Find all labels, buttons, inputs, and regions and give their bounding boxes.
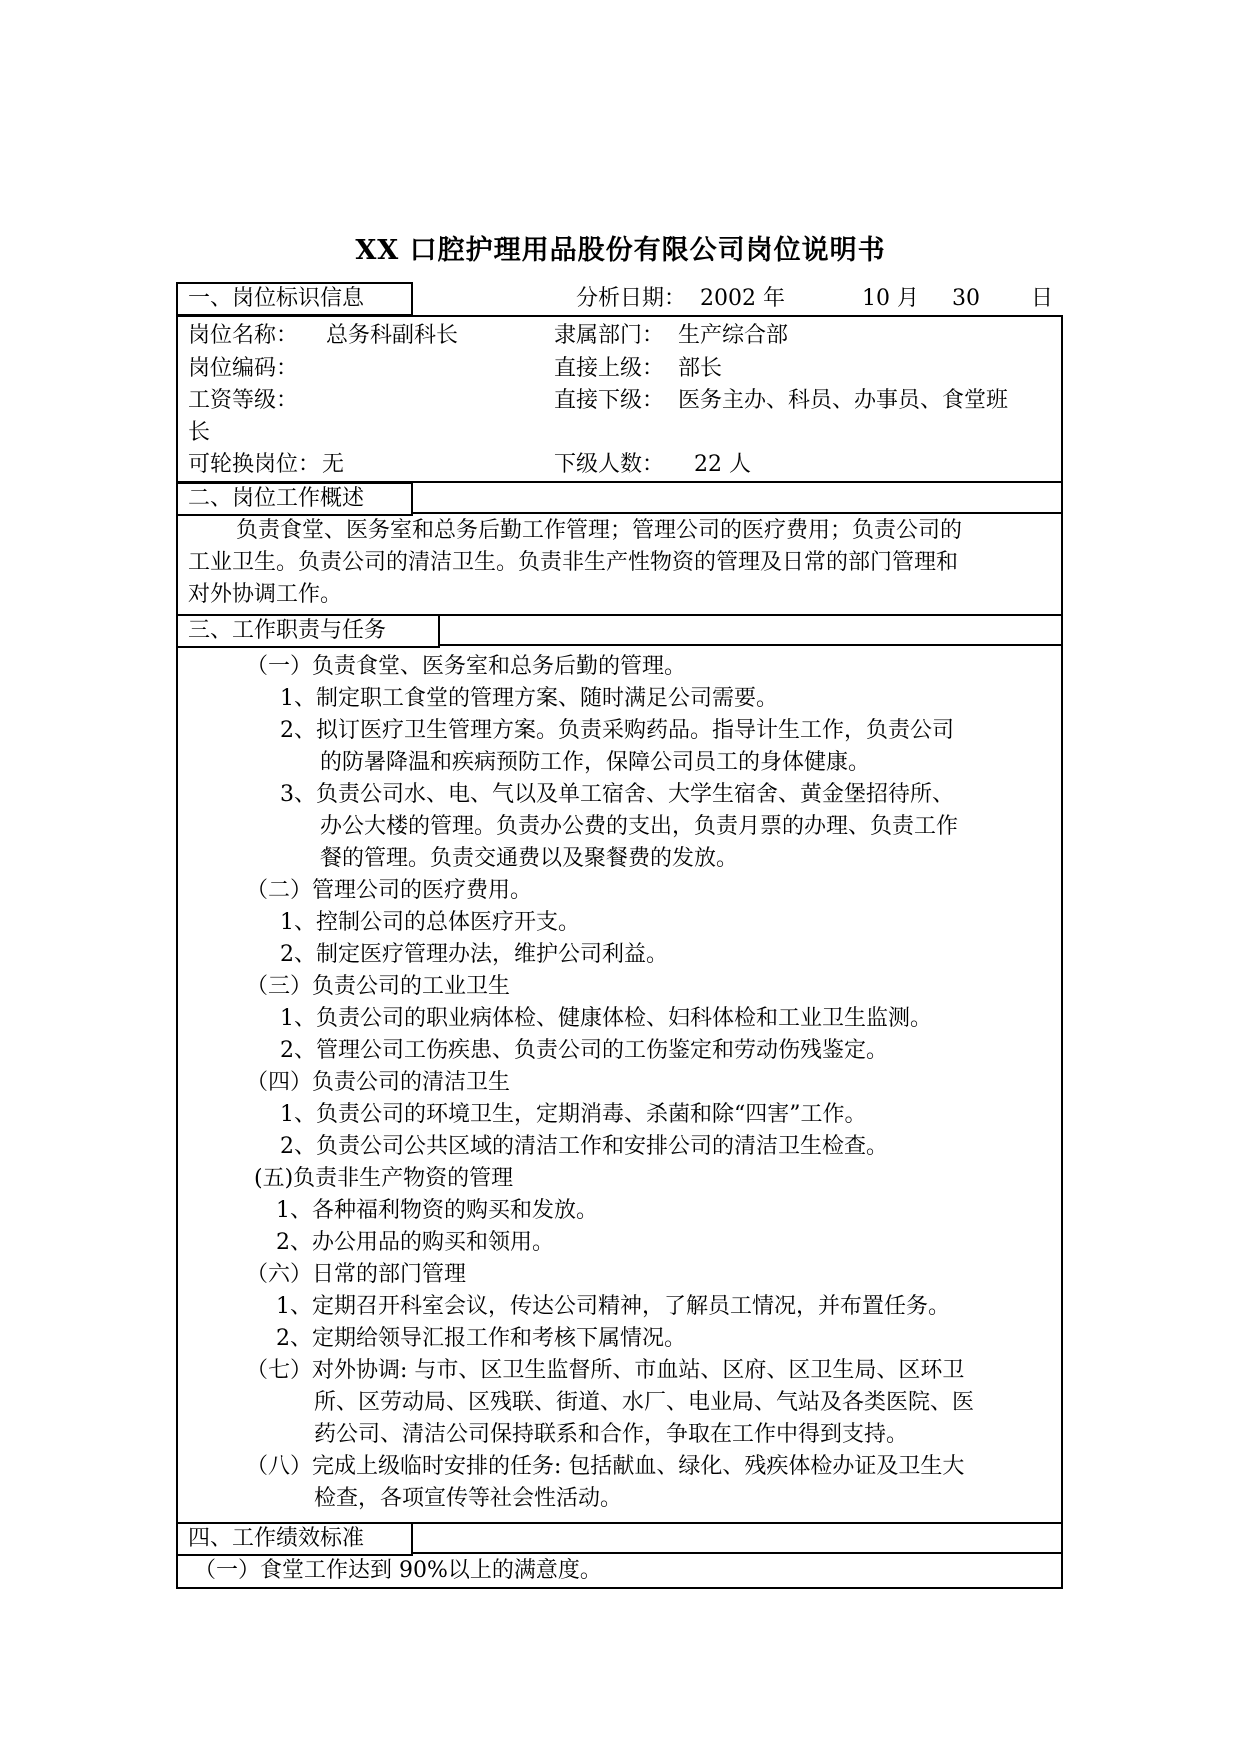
standard-item: （一）食堂工作达到 90%以上的满意度。 bbox=[194, 1558, 602, 1583]
summary-line: 负责食堂、医务室和总务后勤工作管理；管理公司的医疗费用；负责公司的 bbox=[236, 518, 963, 543]
duty-heading-continued: 所、区劳动局、区残联、街道、水厂、电业局、气站及各类医院、医 bbox=[314, 1390, 975, 1415]
duty-heading-continued: 检查，各项宣传等社会性活动。 bbox=[314, 1486, 623, 1511]
duty-item: 1、制定职工食堂的管理方案、随时满足公司需要。 bbox=[280, 686, 778, 711]
duty-item: 1、负责公司的环境卫生，定期消毒、杀菌和除“四害”工作。 bbox=[280, 1102, 867, 1127]
duty-item: 2、定期给领导汇报工作和考核下属情况。 bbox=[276, 1326, 686, 1351]
salary-grade-label: 工资等级： bbox=[188, 388, 299, 413]
section2-header: 二、岗位工作概述 bbox=[176, 482, 413, 516]
duty-heading-continued: 药公司、清洁公司保持联系和合作，争取在工作中得到支持。 bbox=[314, 1422, 909, 1447]
subordinate-count-value: 22 人 bbox=[694, 452, 751, 477]
section2-summary-block bbox=[176, 482, 1063, 616]
subordinate-count-label: 下级人数： bbox=[554, 452, 665, 477]
rotation-label: 可轮换岗位： bbox=[188, 452, 321, 477]
section3-duties-block bbox=[176, 614, 1063, 1524]
analysis-year: 2002 年 bbox=[700, 286, 785, 311]
duty-heading: （一）负责食堂、医务室和总务后勤的管理。 bbox=[246, 654, 687, 679]
duty-item: 1、各种福利物资的购买和发放。 bbox=[276, 1198, 598, 1223]
duty-item: 1、负责公司的职业病体检、健康体检、妇科体检和工业卫生监测。 bbox=[280, 1006, 932, 1031]
subordinates-value-continued: 长 bbox=[188, 420, 211, 445]
duty-heading: (五)负责非生产物资的管理 bbox=[254, 1166, 514, 1191]
duty-heading: （八）完成上级临时安排的任务: 包括献血、绿化、残疾体检办证及卫生大 bbox=[246, 1454, 965, 1479]
section1-header: 一、岗位标识信息 bbox=[176, 282, 413, 316]
department-label: 隶属部门： bbox=[554, 323, 665, 348]
analysis-day-number: 30 bbox=[952, 286, 980, 311]
section4-standards-block bbox=[176, 1522, 1063, 1589]
duty-item: 2、负责公司公共区域的清洁工作和安排公司的清洁卫生检查。 bbox=[280, 1134, 888, 1159]
duty-item: 2、办公用品的购买和领用。 bbox=[276, 1230, 554, 1255]
section4-header: 四、工作绩效标准 bbox=[176, 1522, 413, 1556]
duty-item: 1、定期召开科室会议，传达公司精神，了解员工情况，并布置任务。 bbox=[276, 1294, 950, 1319]
position-code-label: 岗位编码： bbox=[188, 356, 299, 381]
document-title: XX 口腔护理用品股份有限公司岗位说明书 bbox=[355, 235, 886, 266]
duty-item: 2、拟订医疗卫生管理方案。负责采购药品。指导计生工作，负责公司 bbox=[280, 718, 954, 743]
duty-item: 2、管理公司工伤疾患、负责公司的工伤鉴定和劳动伤残鉴定。 bbox=[280, 1038, 888, 1063]
summary-line: 对外协调工作。 bbox=[188, 582, 343, 607]
duty-item-continued: 办公大楼的管理。负责办公费的支出，负责月票的办理、负责工作 bbox=[320, 814, 959, 839]
rotation-value: 无 bbox=[322, 452, 345, 477]
subordinates-value: 医务主办、科员、办事员、食堂班 bbox=[678, 388, 1009, 413]
duty-heading: （六）日常的部门管理 bbox=[246, 1262, 467, 1287]
duty-heading: （二）管理公司的医疗费用。 bbox=[246, 878, 533, 903]
position-name-value: 总务科副科长 bbox=[326, 323, 459, 348]
superior-label: 直接上级： bbox=[554, 356, 665, 381]
section3-header: 三、工作职责与任务 bbox=[176, 614, 440, 648]
duty-item: 1、控制公司的总体医疗开支。 bbox=[280, 910, 580, 935]
analysis-day-unit: 日 bbox=[1031, 286, 1054, 311]
duty-heading: （三）负责公司的工业卫生 bbox=[246, 974, 511, 999]
duty-heading: （四）负责公司的清洁卫生 bbox=[246, 1070, 511, 1095]
department-value: 生产综合部 bbox=[678, 323, 789, 348]
duty-item: 2、制定医疗管理办法，维护公司利益。 bbox=[280, 942, 668, 967]
superior-value: 部长 bbox=[678, 356, 723, 381]
analysis-date-label: 分析日期： bbox=[576, 286, 687, 311]
section1-info-block bbox=[176, 315, 1063, 483]
duty-item-continued: 餐的管理。负责交通费以及聚餐费的发放。 bbox=[320, 846, 739, 871]
position-name-label: 岗位名称： bbox=[188, 323, 299, 348]
duty-item: 3、负责公司水、电、气以及单工宿舍、大学生宿舍、黄金堡招待所、 bbox=[280, 782, 954, 807]
duty-item-continued: 的防暑降温和疾病预防工作，保障公司员工的身体健康。 bbox=[320, 750, 871, 775]
analysis-month: 10 月 bbox=[862, 286, 919, 311]
duty-heading: （七）对外协调: 与市、区卫生监督所、市血站、区府、区卫生局、区环卫 bbox=[246, 1358, 965, 1383]
subordinates-label: 直接下级： bbox=[554, 388, 665, 413]
summary-line: 工业卫生。负责公司的清洁卫生。负责非生产性物资的管理及日常的部门管理和 bbox=[188, 550, 959, 575]
